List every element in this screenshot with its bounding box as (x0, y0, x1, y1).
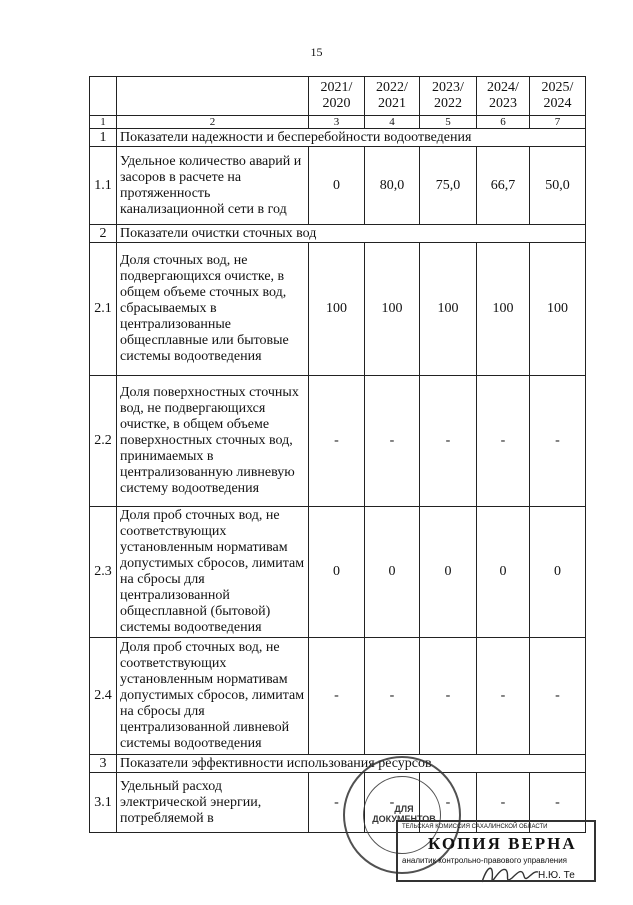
row-number: 2.4 (90, 638, 117, 755)
section-row (90, 129, 586, 147)
indicator-name: Удельное количество аварий и засоров в расчете на протяженность канализационной сети в год (117, 147, 309, 225)
section-number: 1 (90, 129, 117, 147)
indicator-name: Доля сточных вод, не подвергающихся очистке, в общем объеме сточных вод, сбрасываемых в централизованные общесплавные или бытовые системы водоотведения (117, 243, 309, 376)
column-numbers-row (90, 116, 586, 129)
stamp-org-line: ТЕЛЬСКАЯ КОМИССИЯ САХАЛИНСКОЙ ОБЛАСТИ (402, 824, 548, 830)
indicator-value: - (530, 638, 586, 755)
column-number: 3 (309, 116, 365, 129)
indicator-value: 100 (309, 243, 365, 376)
column-number: 1 (90, 116, 117, 129)
indicator-value: - (530, 773, 586, 833)
indicator-value: - (530, 376, 586, 507)
column-number: 4 (365, 116, 420, 129)
section-number: 2 (90, 225, 117, 243)
indicator-name: Доля поверхностных сточных вод, не подвергающихся очистке, в общем объеме поверхностных сточных вод, принимаемых в централизованную ливневую систему водоотведения (117, 376, 309, 507)
section-title: Показатели очистки сточных вод (117, 225, 586, 243)
indicator-value: - (365, 773, 420, 833)
indicator-value: 0 (530, 507, 586, 638)
indicator-value: - (420, 376, 477, 507)
page-number: 15 (310, 45, 323, 59)
row-number: 2.1 (90, 243, 117, 376)
indicator-value: - (309, 376, 365, 507)
indicator-row (90, 507, 586, 638)
stamp-title: КОПИЯ ВЕРНА (428, 834, 577, 853)
indicator-value: 0 (420, 507, 477, 638)
year-header: 2022/ 2021 (365, 77, 420, 116)
indicator-row (90, 638, 586, 755)
header-cell-empty (117, 77, 309, 116)
indicator-value: - (365, 638, 420, 755)
handwritten-signature (478, 860, 542, 890)
indicator-value: - (309, 638, 365, 755)
year-header: 2023/ 2022 (420, 77, 477, 116)
header-cell-empty (90, 77, 117, 116)
row-number: 1.1 (90, 147, 117, 225)
indicator-value: 100 (530, 243, 586, 376)
column-number: 2 (117, 116, 309, 129)
table-body (90, 77, 586, 833)
indicator-value: 66,7 (477, 147, 530, 225)
indicator-row (90, 376, 586, 507)
year-header: 2024/ 2023 (477, 77, 530, 116)
year-header: 2025/ 2024 (530, 77, 586, 116)
indicator-value: - (477, 638, 530, 755)
column-number: 5 (420, 116, 477, 129)
indicator-value: 80,0 (365, 147, 420, 225)
indicator-value: 0 (309, 147, 365, 225)
header-row (90, 77, 586, 116)
row-number: 2.3 (90, 507, 117, 638)
indicator-value: - (420, 638, 477, 755)
column-number: 7 (530, 116, 586, 129)
indicator-value: 75,0 (420, 147, 477, 225)
indicator-value: 100 (477, 243, 530, 376)
indicator-value: 100 (420, 243, 477, 376)
indicator-value: - (365, 376, 420, 507)
row-number: 3.1 (90, 773, 117, 833)
indicator-value: 50,0 (530, 147, 586, 225)
indicator-row (90, 147, 586, 225)
indicator-value: - (420, 773, 477, 833)
indicator-value: 0 (477, 507, 530, 638)
indicator-value: 100 (365, 243, 420, 376)
section-title: Показатели надежности и бесперебойности водоотведения (117, 129, 586, 147)
round-seal-text: ДЛЯ ДОКУМЕНТОВ (372, 804, 436, 824)
section-row (90, 755, 586, 773)
indicator-name: Доля проб сточных вод, не соответствующих установленным нормативам допустимых сбросов, лимитам на сбросы для централизованной общесплавной (бытовой) системы водоотведения (117, 507, 309, 638)
indicator-name: Удельный расход электрической энергии, потребляемой в (117, 773, 309, 833)
stamp-position-line: аналитик контрольно-правового управления (402, 856, 568, 865)
indicators-table (89, 76, 586, 833)
indicator-value: 0 (365, 507, 420, 638)
indicator-value: - (477, 376, 530, 507)
indicator-value: 0 (309, 507, 365, 638)
stamp-signer-name: Н.Ю. Те (538, 870, 575, 881)
indicator-value: - (477, 773, 530, 833)
indicator-value: - (309, 773, 365, 833)
section-row (90, 225, 586, 243)
row-number: 2.2 (90, 376, 117, 507)
indicator-name: Доля проб сточных вод, не соответствующих установленным нормативам допустимых сбросов, лимитам на сбросы для централизованной ливневой системы водоотведения (117, 638, 309, 755)
section-number: 3 (90, 755, 117, 773)
section-title: Показатели эффективности использования ресурсов (117, 755, 586, 773)
column-number: 6 (477, 116, 530, 129)
indicator-row (90, 243, 586, 376)
year-header: 2021/ 2020 (309, 77, 365, 116)
